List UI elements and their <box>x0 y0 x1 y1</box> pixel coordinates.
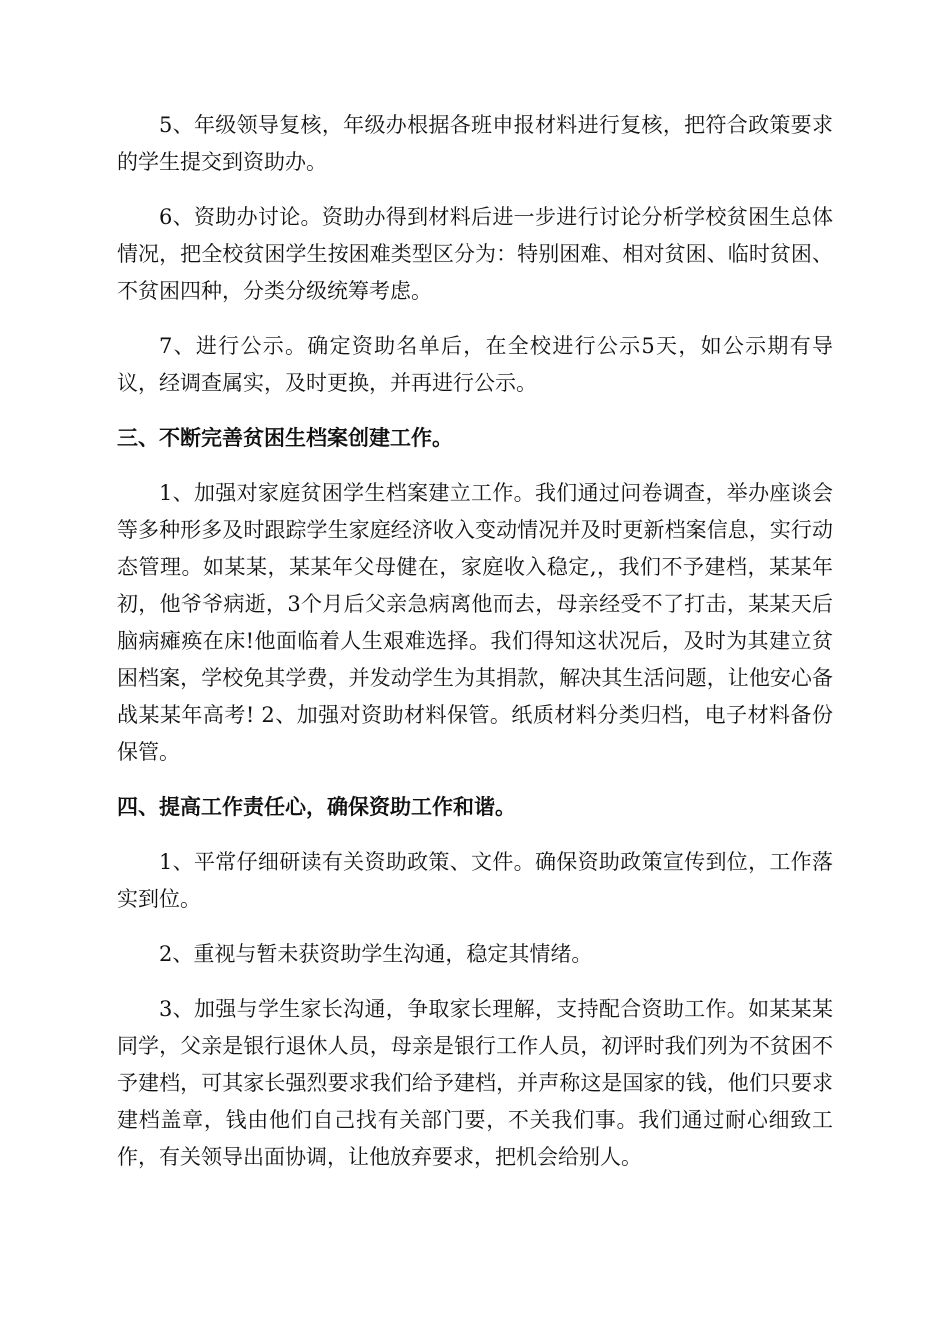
section-heading-4: 四、提高工作责任心，确保资助工作和谐。 <box>117 795 516 819</box>
paragraph-item-5: 5、年级领导复核，年级办根据各班申报材料进行复核，把符合政策要求的学生提交到资助办。 <box>117 113 833 174</box>
document-page <box>117 107 833 1176</box>
paragraph-item-7: 7、进行公示。确定资助名单后，在全校进行公示5天，如公示期有导议，经调查属实，及时更换，并再进行公示。 <box>117 334 833 395</box>
paragraph-parent-communication: 3、加强与学生家长沟通，争取家长理解，支持配合资助工作。如某某某同学，父亲是银行退休人员，母亲是银行工作人员，初评时我们列为不贫困不予建档，可其家长强烈要求我们给予建档，并声称这是国家的钱，他们只要求建档盖章，钱由他们自己找有关部门要，不关我们事。我们通过耐心细致工作，有关领导出面协调，让他放弃要求，把机会给别人。 <box>117 997 833 1169</box>
paragraph-archive-work: 1、加强对家庭贫困学生档案建立工作。我们通过问卷调查，举办座谈会等多种形多及时跟踪学生家庭经济收入变动情况并及时更新档案信息，实行动态管理。如某某，某某年父母健在，家庭收入稳定,，我们不予建档，某某年初，他爷爷病逝，3个月后父亲急病离他而去，母亲经受不了打击，某某天后脑病瘫痪在床!他面临着人生艰难选择。我们得知这状况后，及时为其建立贫困档案，学校免其学费，并发动学生为其捐款，解决其生活问题，让他安心备战某某年高考! 2、加强对资助材料保管。纸质材料分类归档，电子材料备份保管。 <box>117 481 833 764</box>
paragraph-item-6: 6、资助办讨论。资助办得到材料后进一步进行讨论分析学校贫困生总体情况，把全校贫困学生按困难类型区分为：特别困难、相对贫困、临时贫困、不贫困四种，分类分级统筹考虑。 <box>117 205 833 303</box>
paragraph-student-communication: 2、重视与暂未获资助学生沟通，稳定其情绪。 <box>159 942 593 966</box>
paragraph-policy-study: 1、平常仔细研读有关资助政策、文件。确保资助政策宣传到位，工作落实到位。 <box>117 850 833 911</box>
section-heading-3: 三、不断完善贫困生档案创建工作。 <box>117 426 453 450</box>
